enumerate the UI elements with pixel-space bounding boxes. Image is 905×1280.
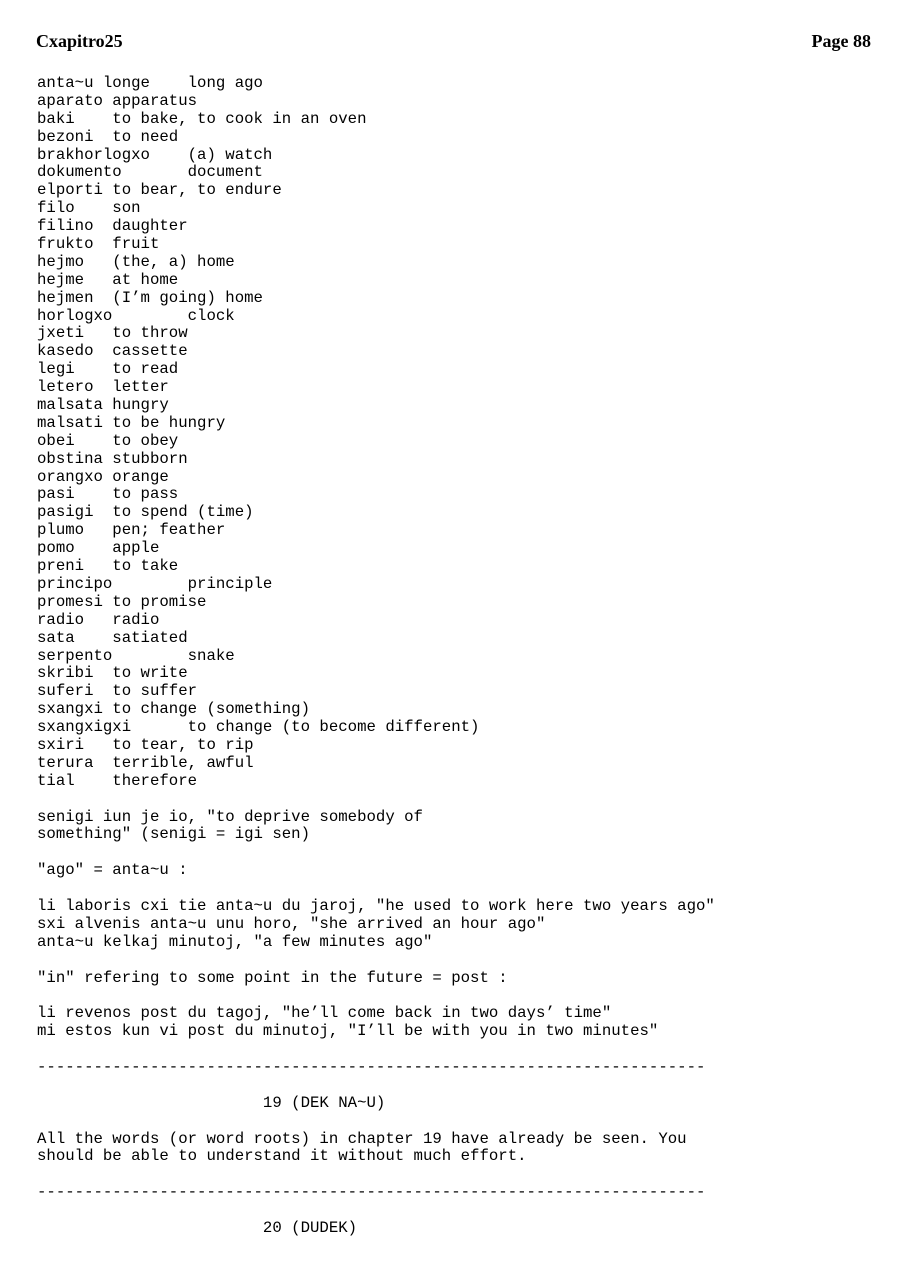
text-line: terura terrible, awful <box>37 753 254 772</box>
text-line: senigi iun je io, "to deprive somebody of <box>37 807 423 826</box>
text-line: preni to take <box>37 557 179 576</box>
text-line: hejmen (I’m going) home <box>37 288 263 307</box>
text-line <box>37 1077 887 1095</box>
text-line: orangxo orange <box>37 467 169 486</box>
text-line: "in" refering to some point in the future = post : <box>37 968 508 987</box>
text-line: letero letter <box>37 378 169 397</box>
text-line: dokumento document <box>37 163 263 182</box>
text-line: anta~u longe long ago <box>37 74 263 92</box>
text-line: brakhorlogxo (a) watch <box>37 145 273 164</box>
text-line <box>37 952 887 970</box>
text-line: horlogxo clock <box>37 306 235 325</box>
text-line: All the words (or word roots) in chapter 19 have already be seen. You <box>37 1129 687 1148</box>
text-line: obstina stubborn <box>37 449 188 468</box>
document-body <box>37 75 887 1238</box>
text-line: 19 (DEK NA~U) <box>37 1093 386 1112</box>
text-line: aparato apparatus <box>37 91 198 110</box>
text-line <box>37 1166 887 1184</box>
text-line <box>37 791 887 809</box>
text-line: promesi to promise <box>37 592 207 611</box>
text-line: principo principle <box>37 574 273 593</box>
text-line <box>37 880 887 898</box>
text-line <box>37 987 887 1005</box>
text-line: filo son <box>37 199 141 218</box>
text-line <box>37 1113 887 1131</box>
chapter-title: Cxapitro25 <box>36 31 123 51</box>
text-line: frukto fruit <box>37 235 160 254</box>
text-line: sxi alvenis anta~u unu horo, "she arrived an hour ago" <box>37 914 546 933</box>
text-line: hejmo (the, a) home <box>37 252 235 271</box>
text-line <box>37 844 887 862</box>
text-line: pomo apple <box>37 539 160 558</box>
text-line <box>37 1041 887 1059</box>
page-header <box>36 31 871 53</box>
text-line <box>37 1202 887 1220</box>
text-line: sxiri to tear, to rip <box>37 735 254 754</box>
text-line: hejme at home <box>37 270 179 289</box>
text-line: jxeti to throw <box>37 324 188 343</box>
text-line: sxangxi to change (something) <box>37 700 311 719</box>
text-line: radio radio <box>37 610 160 629</box>
text-line: li laboris cxi tie anta~u du jaroj, "he used to work here two years ago" <box>37 896 715 915</box>
text-line: malsata hungry <box>37 396 169 415</box>
text-line: malsati to be hungry <box>37 413 226 432</box>
page-number: Page 88 <box>811 31 871 51</box>
text-line: filino daughter <box>37 217 188 236</box>
text-line: pasigi to spend (time) <box>37 503 254 522</box>
text-line: elporti to bear, to endure <box>37 181 282 200</box>
text-line: sata satiated <box>37 628 188 647</box>
text-line: ----------------------------------------------------------------------- <box>37 1183 706 1202</box>
text-line: li revenos post du tagoj, "he’ll come back in two days’ time" <box>37 1004 612 1023</box>
text-line: legi to read <box>37 360 179 379</box>
text-line: plumo pen; feather <box>37 521 226 540</box>
text-line: suferi to suffer <box>37 682 198 701</box>
text-line: tial therefore <box>37 771 198 790</box>
text-line: pasi to pass <box>37 485 179 504</box>
text-line: "ago" = anta~u : <box>37 861 188 880</box>
text-line: sxangxigxi to change (to become different) <box>37 718 480 737</box>
text-line: 20 (DUDEK) <box>37 1219 358 1237</box>
text-line: something" (senigi = igi sen) <box>37 825 311 844</box>
text-line: baki to bake, to cook in an oven <box>37 109 367 128</box>
text-line: anta~u kelkaj minutoj, "a few minutes ago" <box>37 932 433 951</box>
text-line: kasedo cassette <box>37 342 188 361</box>
text-line: ----------------------------------------------------------------------- <box>37 1057 706 1076</box>
text-line: skribi to write <box>37 664 188 683</box>
text-line: should be able to understand it without much effort. <box>37 1147 527 1166</box>
text-line: serpento snake <box>37 646 235 665</box>
text-line: obei to obey <box>37 431 179 450</box>
text-line: bezoni to need <box>37 127 179 146</box>
text-line: mi estos kun vi post du minutoj, "I’ll be with you in two minutes" <box>37 1022 659 1041</box>
